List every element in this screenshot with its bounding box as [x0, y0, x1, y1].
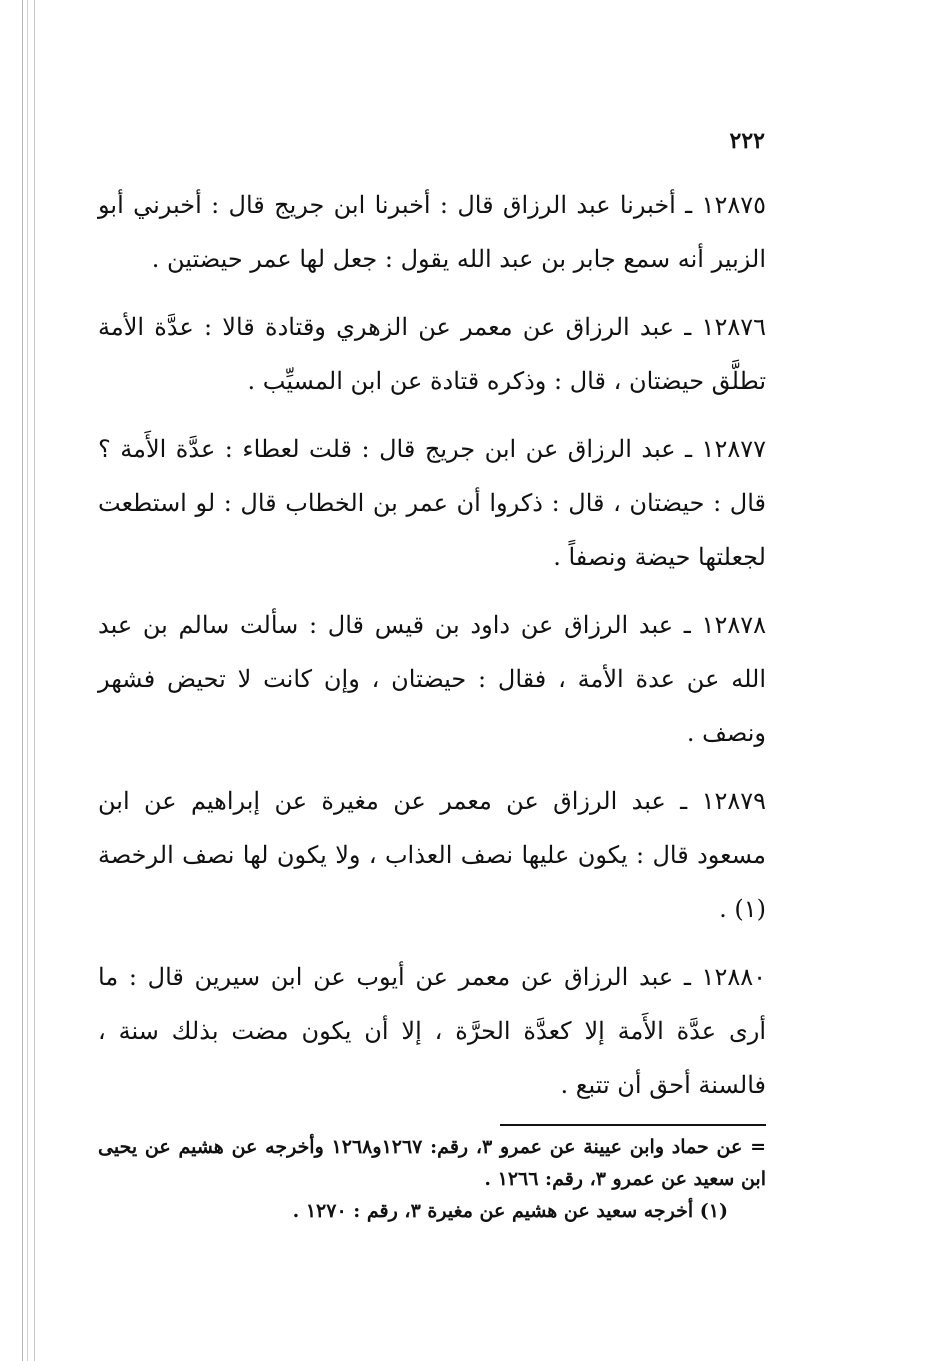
main-text	[98, 178, 766, 1126]
page-number: ٢٢٢	[729, 128, 765, 154]
hadith-entry-12879: ١٢٨٧٩ ـ عبد الرزاق عن معمر عن مغيرة عن إبراهيم عن ابن مسعود قال : يكون عليها نصف العذاب ، ولا يكون لها نصف الرخصة (١) .	[98, 787, 767, 923]
hadith-entry-12878: ١٢٨٧٨ ـ عبد الرزاق عن داود بن قيس قال : سألت سالم بن عبد الله عن عدة الأمة ، فقال : حيضتان ، وإن كانت لا تحيض فشهر ونصف .	[98, 611, 766, 747]
hadith-entry-12875: ١٢٨٧٥ ـ أخبرنا عبد الرزاق قال : أخبرنا ابن جريج قال : أخبرني أبو الزبير أنه سمع جابر بن عبد الله يقول : جعل لها عمر حيضتين .	[98, 191, 766, 273]
binding-line	[22, 0, 23, 1361]
hadith-entry-12876: ١٢٨٧٦ ـ عبد الرزاق عن معمر عن الزهري وقتادة قالا : عدَّة الأمة تطلَّق حيضتان ، قال : وذكره قتادة عن ابن المسيِّب .	[98, 313, 766, 395]
hadith-entry-12880: ١٢٨٨٠ ـ عبد الرزاق عن معمر عن أيوب عن ابن سيرين قال : ما أرى عدَّة الأَمة إلا كعدَّة الحرَّة ، إلا أن يكون مضت بذلك سنة ، فالسنة أحق أن تتبع .	[98, 963, 766, 1099]
footnote-divider	[500, 1124, 766, 1126]
footnotes	[98, 1131, 766, 1227]
footnote-continuation: = عن حماد وابن عيينة عن عمرو ٣، رقم: ١٢٦٧و١٢٦٨ وأخرجه عن هشيم عن يحيى ابن سعيد عن عمرو ٣، رقم: ١٢٦٦ .	[98, 1136, 767, 1190]
binding-line	[27, 0, 28, 1361]
binding-line	[34, 0, 35, 1361]
hadith-entry-12877: ١٢٨٧٧ ـ عبد الرزاق عن ابن جريج قال : قلت لعطاء : عدَّة الأَمة ؟ قال : حيضتان ، قال : ذكروا أن عمر بن الخطاب قال : لو استطعت لجعلتها حيضة ونصفاً .	[98, 435, 766, 571]
footnote-1: (١) أخرجه سعيد عن هشيم عن مغيرة ٣، رقم : ١٢٧٠ .	[292, 1200, 728, 1222]
